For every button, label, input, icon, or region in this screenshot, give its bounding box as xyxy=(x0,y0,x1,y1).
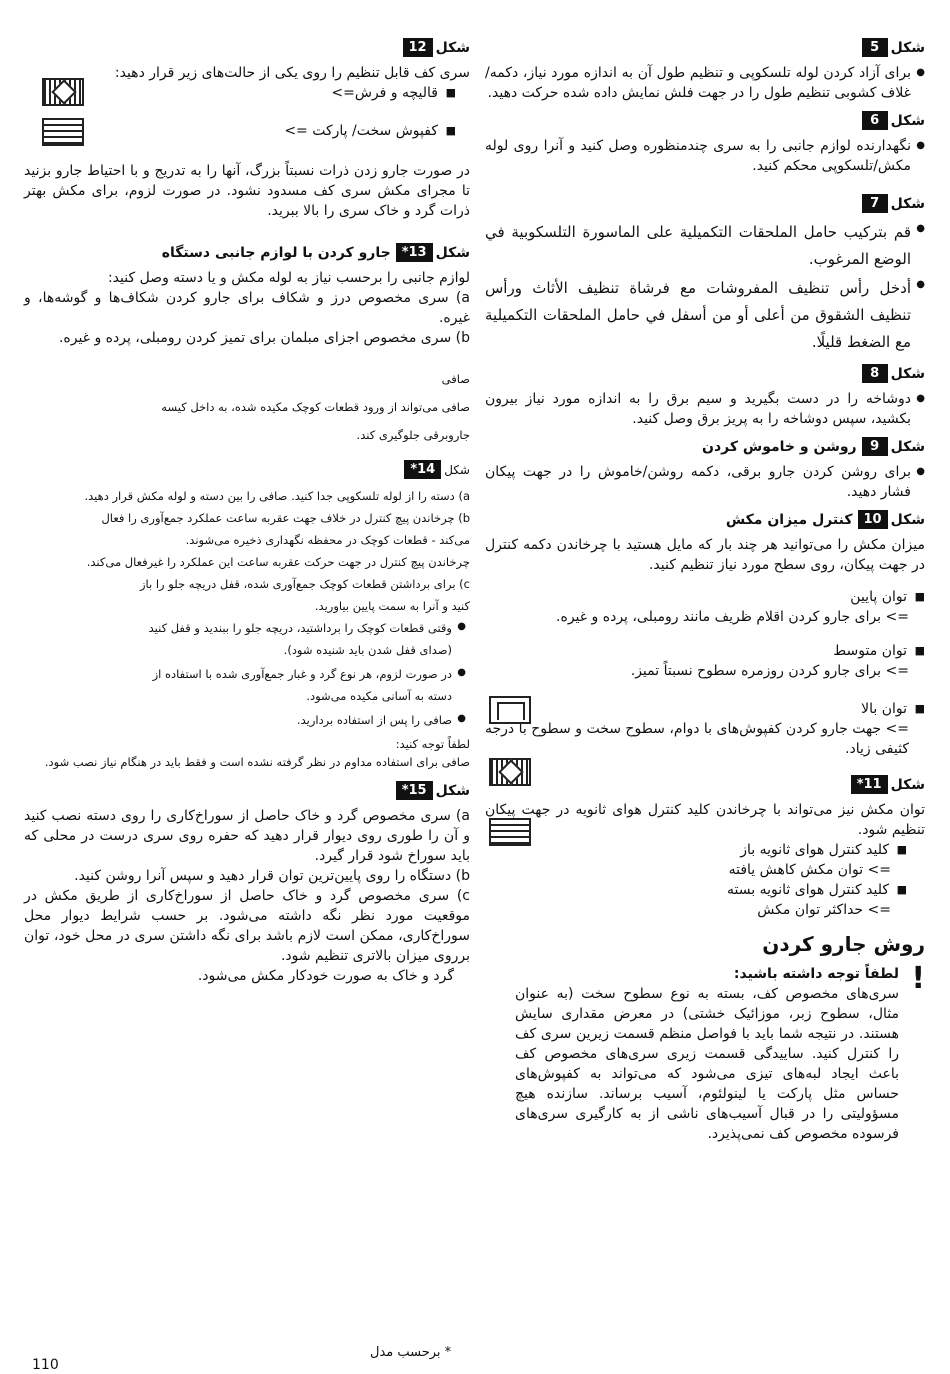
fig14-l6: کنید و آنرا به سمت پایین بیاورید. xyxy=(314,599,470,613)
air-closed-desc: => حداکثر توان مکش xyxy=(757,902,891,918)
mode-hard-floor: ■ کفپوش سخت/ پارکت => xyxy=(24,121,456,141)
level-low-desc: => برای جارو کردن اقلام ظریف مانند رومبلی، پرده و غیره. xyxy=(556,609,909,625)
fig15-heading: شکل 15* xyxy=(24,781,470,800)
level-high: ■ توان بالا xyxy=(485,699,925,719)
fig11-intro: توان مکش نیز می‌تواند با چرخاندن کلید کنترل هوای ثانویه در جهت پیکان تنظیم شود. xyxy=(485,802,925,838)
fig5-heading: شکل 5 xyxy=(485,38,925,57)
warning-text: سری‌های مخصوص کف، بسته به نوع سطوح سخت (به عنوان مثال، سطوح زبر، موزائیک خشتی) در معرض مقداری سایش هستند. در نتیجه شما باید با فواصل منظم قسمت زیرین سری کف را کنترل کنید. ساییدگی قسمت زیری سری‌های مخصوص کف باعث ایجاد لبه‌های تیزی می‌شود که می‌تواند به کفپوش‌های حساس مثل پارکت یا لینولئوم، آسیب برساند. سازنده هیچ مسؤولیتی را در قبال آسیب‌های ناشی از به کارگیری سری‌های فرسوده مخصوص کف نمی‌پذیرد. xyxy=(515,986,899,1142)
filter-section xyxy=(24,368,470,446)
filter-p2: جاروبرقی جلوگیری کند. xyxy=(356,428,470,442)
fig14-note-heading: لطفاً توجه کنید: xyxy=(395,737,470,751)
carpet-icon xyxy=(489,758,531,786)
warning-block xyxy=(515,961,925,1144)
fig14-dot-2: ● در صورت لزوم، هر نوع گرد و غبار جمع‌آوری شده با استفاده از دسته به آسانی مکیده می‌شود. xyxy=(24,663,466,707)
air-closed: ■ کلید کنترل هوای ثانویه بسته xyxy=(485,880,907,900)
fig11-heading: شکل 11* xyxy=(485,775,925,794)
fig6-heading: شکل 6 xyxy=(485,111,925,130)
carpet-mode-icon xyxy=(42,78,84,106)
fig10-levels xyxy=(485,587,925,759)
fig8-heading: شکل 8 xyxy=(485,364,925,383)
section-title: روش جارو کردن xyxy=(762,932,925,956)
parquet-icon xyxy=(489,818,531,846)
air-open: ■ کلید کنترل هوای ثانویه باز xyxy=(485,840,907,860)
level-mid-desc: => برای جارو کردن روزمره سطوح نسبتاً تمیز. xyxy=(630,663,909,679)
fig13-a: a) سری مخصوص درز و شکاف برای جارو کردن شکاف‌ها و گوشه‌ها، و غیره. xyxy=(24,290,470,326)
right-column xyxy=(485,30,925,1144)
fig14-dot-1: ● وقتی قطعات کوچک را برداشتید، دریچه جلو را ببندید و قفل کنید (صدای قفل شدن باید شنیده شود). xyxy=(24,617,466,661)
fig15-a: a) سری مخصوص گرد و خاک حاصل از سوراخ‌کاری را روی دسته نصب کنید و آن را طوری روی دیوار قرار دهید که حفره روی سری درست در محلی که باید سوراخ شود قرار گیرد. xyxy=(24,808,470,864)
fig15-c2: گرد و خاک به صورت خودکار مکش می‌شود. xyxy=(197,968,454,984)
fig9-heading: شکل 9 روشن و خاموش کردن xyxy=(702,438,925,455)
left-column xyxy=(24,30,470,986)
filter-heading: صافی xyxy=(441,372,470,386)
fig15-c: c) سری مخصوص گرد و خاک حاصل از سوراخ‌کاری از طریق مکش در موقعیت مورد نظر نگه داشته می‌شود. بر حسب شرایط دیوار محل سوراخ‌کاری، ممکن است لازم باشد برای نگه داشتن سری در محل خود، توان برروی میزان بالاتری تنظیم شود. xyxy=(24,888,470,964)
fig13-b: b) سری مخصوص اجزای مبلمان برای تمیز کردن رومبلی، پرده و غیره. xyxy=(58,330,470,346)
fig12-heading: شکل 12 xyxy=(24,38,470,57)
fig14-l2: b) چرخاندن پیچ کنترل در خلاف جهت عقربه ساعت عملکرد جمع‌آوری را فعال xyxy=(101,511,470,525)
low-power-icon xyxy=(489,696,531,724)
warning-title: لطفاً توجه داشته باشید: xyxy=(733,966,899,982)
fig9-bullet: ● برای روشن کردن جارو برقی، دکمه روشن/خاموش را در جهت پیکان فشار دهید. xyxy=(485,462,925,502)
level-mid: ■ توان متوسط xyxy=(485,641,925,661)
air-open-desc: => توان مکش کاهش یافته xyxy=(728,862,891,878)
mode-carpet: ■ قالیچه و فرش=> xyxy=(24,83,456,103)
fig15-b: b) دستگاه را روی پایین‌ترین توان قرار دهید و سپس آنرا روشن کنید. xyxy=(74,868,470,884)
fig14-l4: چرخاندن پیچ کنترل در جهت حرکت عقربه ساعت این عملکرد را غیرفعال می‌کند. xyxy=(86,555,470,569)
parquet-mode-icon xyxy=(42,118,84,146)
fig14-l1: a) دسته را از لوله تلسکوپی جدا کنید. صافی را بین دسته و لوله مکش قرار دهید. xyxy=(84,489,470,503)
fig7-bullet-2: ● أدخل رأس تنظيف المفروشات مع فرشاة تنظيف الأثاث ورأس تنظيف الشقوق من أعلى أو من أسفل في حامل الملحقات التكميلية مع الضغط قليلًا. xyxy=(485,275,925,356)
fig7-bullet-1: ● قم بتركيب حامل الملحقات التكميلية على الماسورة التلسكوبية في الوضع المرغوب. xyxy=(485,219,925,273)
fig12-text: در صورت جارو زدن ذرات نسبتاً بزرگ، آنها را به تدریج و با احتیاط جارو بزنید تا مجرای مکش سری کف مسدود نشود. در صورت لزوم، برای مکش بهتر ذرات گرد و خاک سری را بالا ببرید. xyxy=(24,163,470,219)
fig14-l3: می‌کند - قطعات کوچک در محفظه نگهداری ذخیره می‌شوند. xyxy=(185,533,470,547)
fig8-bullet: ● دوشاخه را در دست بگیرید و سیم برق را به اندازه مورد نیاز بیرون بکشید، سپس دوشاخه را به پریز برق وصل کنید. xyxy=(485,389,925,429)
fig6-bullet: ● نگهدارنده لوازم جانبی را به سری چندمنظوره وصل کنید و آنرا روی لوله مکش/تلسکوپی محکم کنید. xyxy=(485,136,925,176)
fig14-dot-3: ● صافی را پس از استفاده بردارید. xyxy=(24,709,466,731)
fig15-body xyxy=(24,806,470,986)
fig7-heading: شکل 7 xyxy=(485,194,925,213)
fig12-intro: سری کف قابل تنظیم را روی یکی از حالت‌های زیر قرار دهید: xyxy=(114,65,470,81)
level-low: ■ توان پایین xyxy=(485,587,925,607)
fig10-heading: شکل 10 کنترل میزان مکش xyxy=(725,511,925,528)
exclamation-icon: ! xyxy=(911,961,925,996)
filter-p1: صافی می‌تواند از ورود قطعات کوچک مکیده شده، به داخل کیسه xyxy=(161,400,470,414)
page-number: 110 xyxy=(32,1357,59,1373)
fig14-heading: شکل 14* xyxy=(24,460,470,479)
fig5-bullet: ● برای آزاد کردن لوله تلسکوپی و تنظیم طول آن به اندازه مورد نیاز، دکمه/غلاف کشوبی تنظیم طول را در جهت فلش نمایش داده شده حرکت دهید. xyxy=(485,63,925,103)
fig14-l5: c) برای برداشتن قطعات کوچک جمع‌آوری شده، قفل دریچه جلو را باز xyxy=(139,577,470,591)
fig14-note: صافی برای استفاده مداوم در نظر گرفته نشده است و فقط باید در هنگام نیاز نصب شود. xyxy=(44,755,470,769)
level-high-desc: => جهت جارو کردن کفپوش‌های با دوام، سطوح سخت و سطوح با درجه کثیفی زیاد. xyxy=(485,721,909,757)
fig13-intro: لوازم جانبی را برحسب نیاز به لوله مکش و یا دسته وصل کنید: xyxy=(107,270,470,286)
fig13-heading: شکل 13* جارو کردن با لوازم جانبی دستگاه xyxy=(161,244,470,261)
fig10-intro: میزان مکش را می‌توانید هر چند بار که مایل هستید با چرخاندن دکمه کنترل در جهت پیکان، روی سطح مورد نیاز تنظیم کنید. xyxy=(485,537,925,573)
fig14-body xyxy=(24,485,470,771)
footer-note: * برحسب مدل xyxy=(370,1345,452,1360)
